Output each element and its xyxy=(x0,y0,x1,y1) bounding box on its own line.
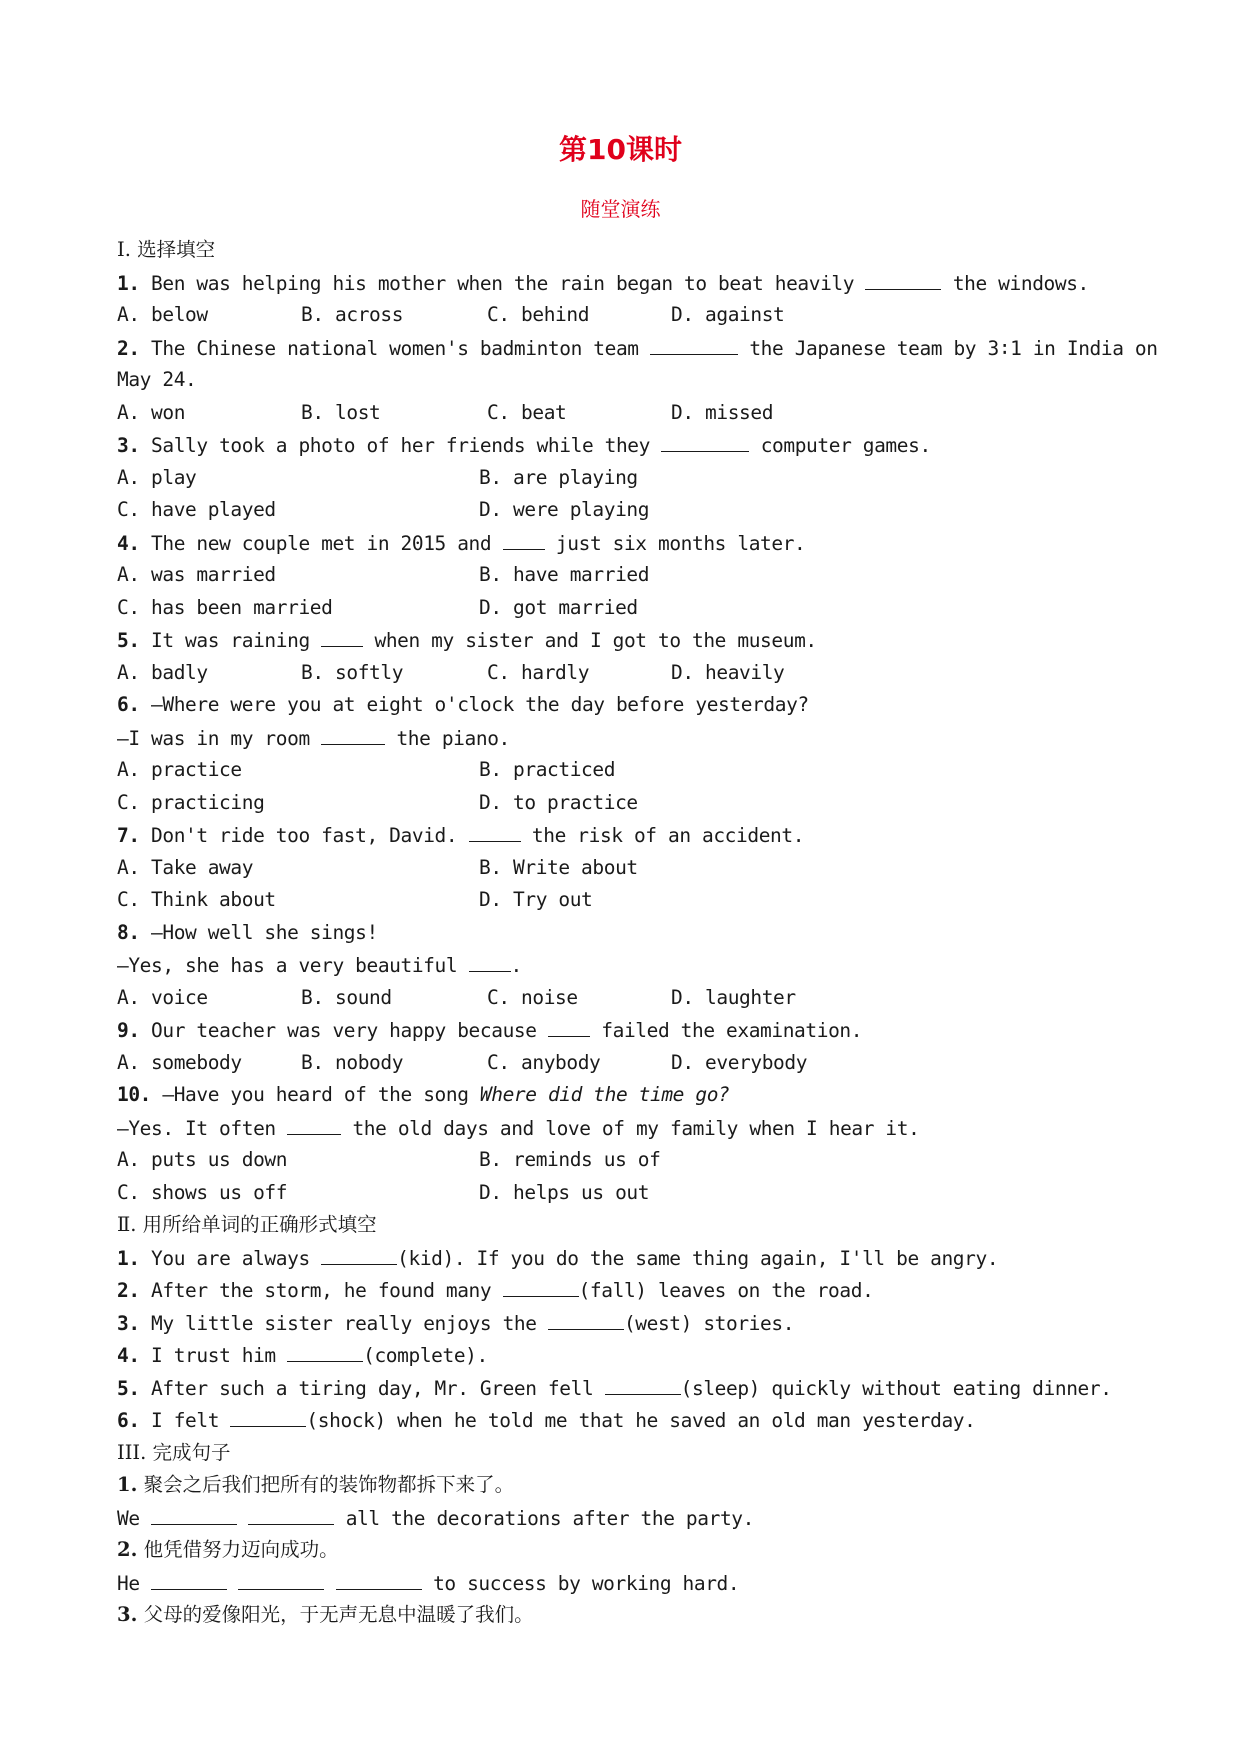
fill-item-1: 1. You are always (kid). If you do the same thing again, I'll be angry. xyxy=(117,1242,1137,1275)
question-8-reply: —Yes, she has a very beautiful . xyxy=(117,949,1137,982)
question-4-options-row1: A. was married B. have married xyxy=(117,563,650,586)
answer-blank xyxy=(503,1274,579,1297)
page-subtitle: 随堂演练 xyxy=(580,197,661,221)
answer-blank xyxy=(287,1112,341,1135)
answer-blank xyxy=(321,722,385,745)
question-5-options: A. badly B. softly C. hardly D. heavily xyxy=(117,660,785,684)
answer-blank xyxy=(548,1307,624,1330)
question-number: 3. xyxy=(117,434,152,457)
question-7-options-row2: C. Think about D. Try out xyxy=(117,888,593,911)
fill-item-2: 2. After the storm, he found many (fall) leaves on the road. xyxy=(117,1274,1137,1307)
question-7: 7. Don't ride too fast, David. the risk of an accident. xyxy=(117,819,1137,852)
question-8: 8. —How well she sings! xyxy=(117,920,378,944)
answer-blank xyxy=(469,949,511,972)
complete-item-2-chinese: 2. 他凭借努力迈向成功。 xyxy=(117,1538,339,1561)
question-number: 7. xyxy=(117,824,152,847)
question-number: 10. xyxy=(117,1083,163,1106)
complete-item-1-english: We all the decorations after the party. xyxy=(117,1502,1137,1535)
answer-blank xyxy=(151,1567,227,1590)
question-3-options-row1: A. play B. are playing xyxy=(117,465,638,489)
answer-blank xyxy=(248,1502,334,1525)
question-1: 1. Ben was helping his mother when the rain began to beat heavily the windows. xyxy=(117,267,1137,300)
answer-blank xyxy=(650,332,738,355)
question-number: 6. xyxy=(117,693,152,716)
question-number: 1. xyxy=(117,271,152,295)
question-3: 3. Sally took a photo of her friends while they computer games. xyxy=(117,429,1137,462)
answer-blank xyxy=(230,1404,306,1427)
fill-item-6: 6. I felt (shock) when he told me that he saved an old man yesterday. xyxy=(117,1404,1137,1437)
section-2-title: Ⅱ. 用所给单词的正确形式填空 xyxy=(117,1213,377,1236)
question-number: 8. xyxy=(117,920,152,944)
complete-item-1-chinese: 1. 聚会之后我们把所有的装饰物都拆下来了。 xyxy=(117,1473,515,1496)
question-number: 5. xyxy=(117,629,152,652)
question-10-options-row2: C. shows us off D. helps us out xyxy=(117,1180,650,1204)
question-2-options: A. won B. lost C. beat D. missed xyxy=(117,400,774,424)
answer-blank xyxy=(336,1567,422,1590)
question-number: 2. xyxy=(117,336,152,360)
song-title: Where did the time go? xyxy=(479,1083,730,1106)
answer-blank xyxy=(238,1567,324,1590)
answer-blank xyxy=(503,527,545,550)
section-1-title: Ⅰ. 选择填空 xyxy=(117,238,216,261)
question-2: 2. The Chinese national women's badminton team the Japanese team by 3∶1 in India on xyxy=(117,332,1137,365)
answer-blank xyxy=(151,1502,237,1525)
complete-item-3-chinese: 3. 父母的爱像阳光，于无声无息中温暖了我们。 xyxy=(117,1603,534,1626)
answer-blank xyxy=(469,819,521,842)
question-number: 9. xyxy=(117,1019,152,1042)
fill-item-5: 5. After such a tiring day, Mr. Green fell (sleep) quickly without eating dinner. xyxy=(117,1372,1137,1405)
answer-blank xyxy=(605,1372,681,1395)
question-2-continued: May 24. xyxy=(117,368,197,391)
question-3-options-row2: C. have played D. were playing xyxy=(117,498,650,521)
question-4-options-row2: C. has been married D. got married xyxy=(117,595,638,619)
question-10-options-row1: A. puts us down B. reminds us of xyxy=(117,1148,661,1171)
answer-blank xyxy=(321,1242,397,1265)
question-number: 4. xyxy=(117,531,152,555)
fill-item-3: 3. My little sister really enjoys the (west) stories. xyxy=(117,1307,1137,1340)
fill-item-4: 4. I trust him (complete). xyxy=(117,1339,1137,1372)
section-3-title: III. 完成句子 xyxy=(117,1440,231,1464)
answer-blank xyxy=(661,429,749,452)
question-10-reply: —Yes. It often the old days and love of my family when I hear it. xyxy=(117,1112,1137,1145)
question-5: 5. It was raining when my sister and I got to the museum. xyxy=(117,624,1137,657)
question-9: 9. Our teacher was very happy because failed the examination. xyxy=(117,1014,1137,1047)
complete-item-2-english: He to success by working hard. xyxy=(117,1567,1137,1600)
worksheet-content xyxy=(117,234,1158,1632)
answer-blank xyxy=(321,624,363,647)
question-4: 4. The new couple met in 2015 and just six months later. xyxy=(117,527,1137,560)
question-7-options-row1: A. Take away B. Write about xyxy=(117,855,638,879)
question-6-options-row1: A. practice B. practiced xyxy=(117,758,616,781)
question-6-options-row2: C. practicing D. to practice xyxy=(117,790,638,814)
question-6-reply: —I was in my room the piano. xyxy=(117,722,1137,755)
answer-blank xyxy=(287,1339,363,1362)
answer-blank xyxy=(548,1014,590,1037)
question-9-options: A. somebody B. nobody C. anybody D. everybody xyxy=(117,1050,808,1074)
page-title: 第10课时 xyxy=(559,133,682,166)
question-6: 6. —Where were you at eight o'clock the day before yesterday? xyxy=(117,693,809,716)
answer-blank xyxy=(865,267,941,290)
question-8-options: A. voice B. sound C. noise D. laughter xyxy=(117,985,796,1009)
question-1-options: A. below B. across C. behind D. against xyxy=(117,303,785,326)
question-10: 10. —Have you heard of the song Where did the time go? xyxy=(117,1083,730,1106)
